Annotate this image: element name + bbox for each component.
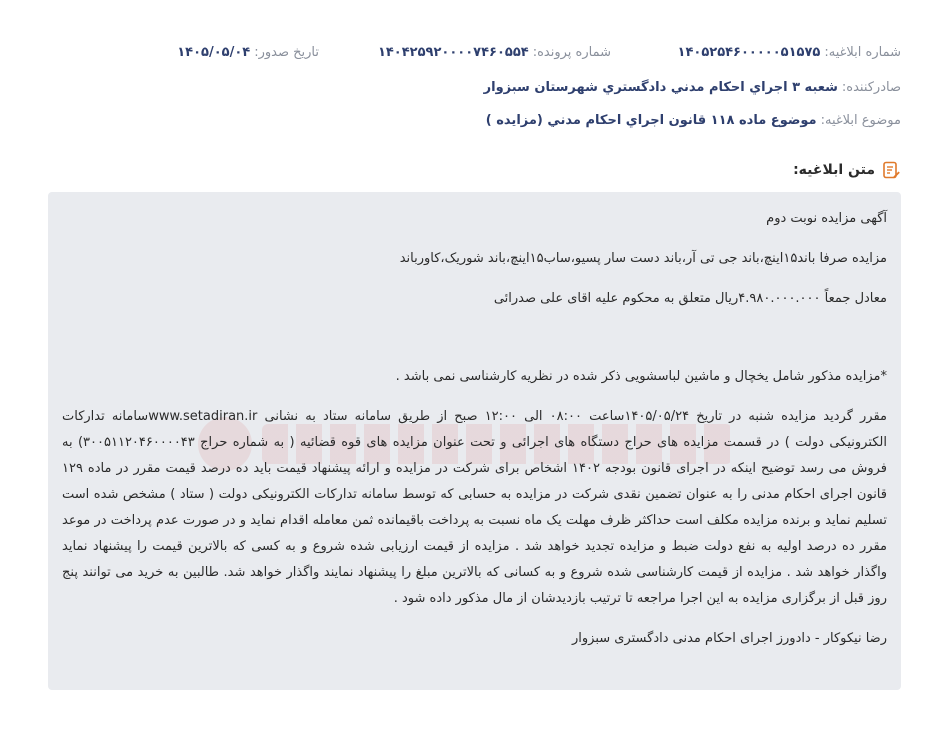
- meta-row-subject: [40, 113, 901, 135]
- notice-text-heading: [793, 160, 901, 180]
- notice-body: [62, 206, 887, 652]
- notice-line-title: آگهی مزایده نوبت دوم: [766, 211, 887, 226]
- case-number-field: [378, 45, 611, 60]
- notice-paragraph-details: مقرر گردید مزایده شنبه در تاریخ ۱۴۰۵/۰۵/۲۴ساعت ۰۸:۰۰ الی ۱۲:۰۰ صبح از طریق سامانه ستاد به نشانی www.setadiran.irسامانه تدارکات الکترونیکی دولت ) در قسمت مزایده های حراج دستگاه های اجرائی و تحت عنوان مزایده های قوه قضائیه ( به شماره حراج ۳۰۰۵۱۱۲۰۴۶۰۰۰۰۴۳) به فروش می رسد توضیح اینکه در اجرای قانون بودجه ۱۴۰۲ اشخاص برای شرکت در مزایده و ارائه پیشنهاد قیمت باید ده درصد قیمت مقرر در ماده ۱۲۹ قانون اجرای احکام مدنی را به عنوان تضمین نقدی شرکت در مزایده به حسابی که توسط سامانه تدارکات الکترونیکی دولت ( ستاد ) مشخص شده است تسلیم نماید و برنده مزایده مکلف است حداکثر ظرف مهلت یک ماه نسبت به پرداخت باقیمانده ثمن معامله اقدام نماید و در صورت عدم پرداخت در موعد مقرر ده درصد اولیه به نفع دولت ضبط و مزایده تجدید خواهد شد . مزایده از قیمت ارزیابی شده شروع و به کسی که بالاترین قیمت را پیشنهاد نماید واگذار خواهد شد . مزایده از قیمت کارشناسی شده شروع و به کسانی که بالاترین مبلغ را پیشنهاد نمایند واگذار خواهد شد. طالبین به خرید می توانند پنج روز قبل از برگزاری مزایده به این اجرا مراجعه تا ترتیب بازدیدشان از مال مذکور داده شود .: [62, 409, 888, 606]
- notice-number-value: ۱۴۰۵۲۵۴۶۰۰۰۰۰۵۱۵۷۵: [677, 45, 821, 60]
- subject-label: موضوع ابلاغیه:: [820, 113, 901, 128]
- meta-row-issuer: [40, 80, 901, 102]
- notice-number-field: [678, 45, 901, 60]
- notice-line-amount: معادل جمعاً ۴.۹۸۰.۰۰۰.۰۰۰ریال متعلق به محکوم علیه اقای علی صدرائی: [493, 291, 887, 306]
- case-number-label: شماره پرونده:: [532, 45, 611, 60]
- issue-date-value: ۱۴۰۵/۰۵/۰۴: [177, 45, 251, 60]
- case-number-value: ۱۴۰۴۲۵۹۲۰۰۰۰۷۴۶۰۵۵۴: [377, 45, 529, 60]
- notice-line-exclusion: *مزایده مذکور شامل یخچال و ماشین لباسشویی ذکر شده در نظریه کارشناسی نمی باشد .: [395, 369, 887, 384]
- notice-number-label: شماره ابلاغیه:: [824, 45, 901, 60]
- issue-date-label: تاریخ صدور:: [254, 45, 319, 60]
- issuer-value: شعبه ۳ اجراي احكام مدني دادگستري شهرستان سبزوار: [483, 80, 838, 95]
- document-edit-icon: [881, 160, 901, 180]
- subject-value: موضوع ماده ۱۱۸ قانون اجراي احكام مدني (مزایده ): [485, 113, 817, 128]
- notice-signature: رضا نیکوکار - دادورز اجرای احکام مدنی دادگستری سبزوار: [571, 631, 887, 646]
- issuer-field: [484, 80, 901, 95]
- issuer-label: صادرکننده:: [841, 80, 901, 95]
- subject-field: [486, 113, 901, 128]
- issue-date-field: [177, 45, 319, 60]
- meta-row-numbers: [40, 45, 901, 67]
- notice-line-items: مزایده صرفا باند۱۵اینچ،باند جی تی آر،باند دست سار پسیو،ساب۱۵اینچ،باند شوریک،کاورباند: [399, 251, 887, 266]
- notice-text-box: [48, 192, 901, 690]
- notice-text-heading-label: متن ابلاغیه:: [793, 162, 875, 178]
